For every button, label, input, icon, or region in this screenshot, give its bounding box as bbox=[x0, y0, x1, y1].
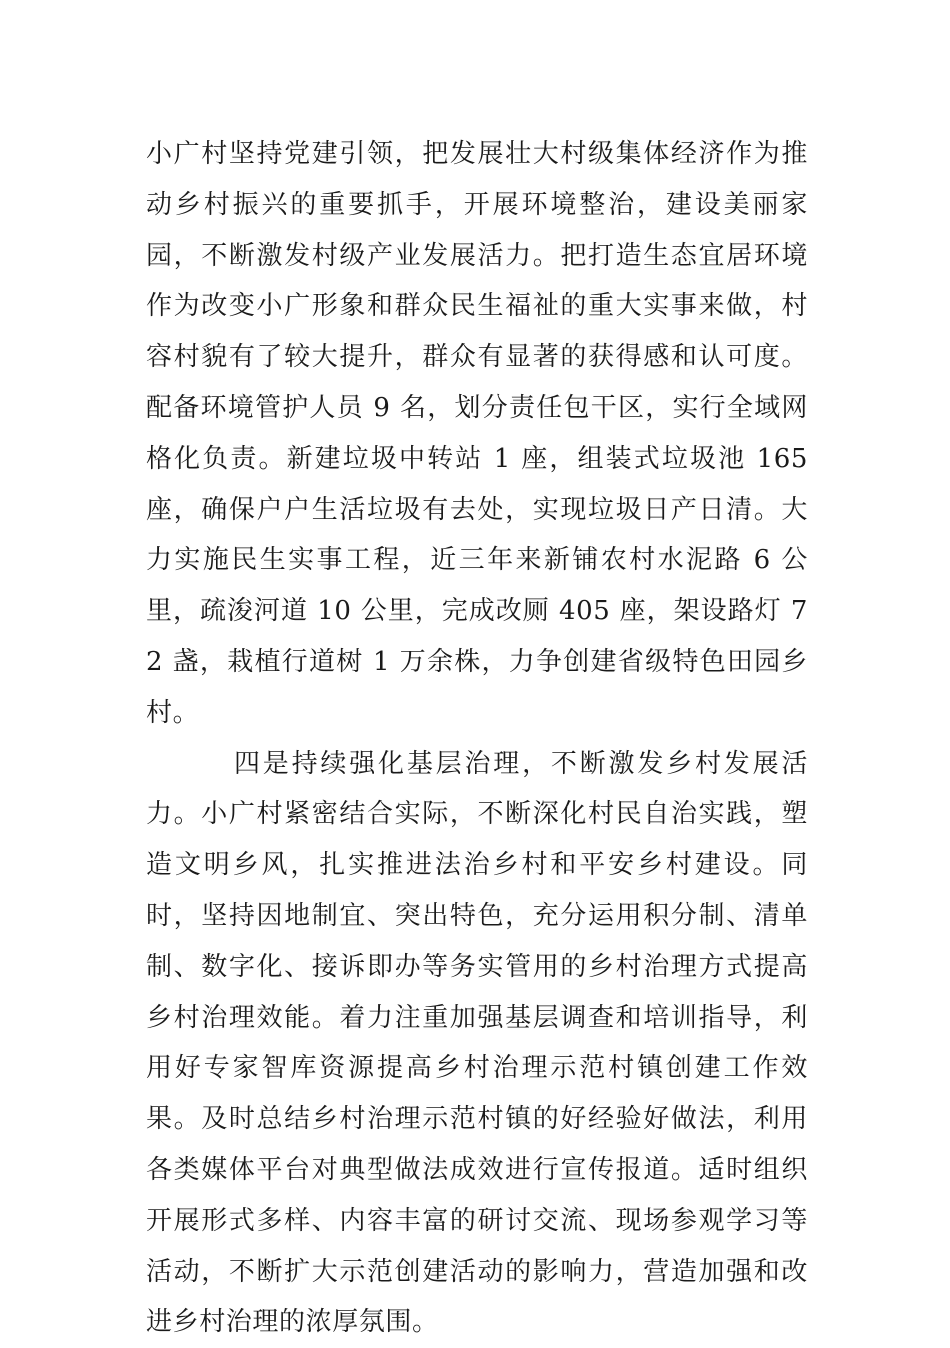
paragraph-village-environment: 小广村坚持党建引领，把发展壮大村级集体经济作为推动乡村振兴的重要抓手，开展环境整治，建设美丽家园，不断激发村级产业发展活力。把打造生态宜居环境作为改变小广形象和群众民生福祉的重大实事来做，村容村貌有了较大提升，群众有显著的获得感和认可度。配备环境管护人员 9 名，划分责任包干区，实行全域网格化负责。新建垃圾中转站 1 座，组装式垃圾池 165 座，确保户户生活垃圾有去处，实现垃圾日产日清。大力实施民生实事工程，近三年来新铺农村水泥路 6 公里，疏浚河道 10 公里，完成改厕 405 座，架设路灯 72 盏，栽植行道树 1 万余株，力争创建省级特色田园乡村。 bbox=[146, 139, 808, 728]
document-body bbox=[146, 129, 808, 1348]
paragraph-grassroots-governance: 四是持续强化基层治理，不断激发乡村发展活力。小广村紧密结合实际，不断深化村民自治实践，塑造文明乡风，扎实推进法治乡村和平安乡村建设。同时，坚持因地制宜、突出特色，充分运用积分制、清单制、数字化、接诉即办等务实管用的乡村治理方式提高乡村治理效能。着力注重加强基层调查和培训指导，利用好专家智库资源提高乡村治理示范村镇创建工作效果。及时总结乡村治理示范村镇的好经验好做法，利用各类媒体平台对典型做法成效进行宣传报道。适时组织开展形式多样、内容丰富的研讨交流、现场参观学习等活动，不断扩大示范创建活动的影响力，营造加强和改进乡村治理的浓厚氛围。 bbox=[146, 748, 808, 1338]
